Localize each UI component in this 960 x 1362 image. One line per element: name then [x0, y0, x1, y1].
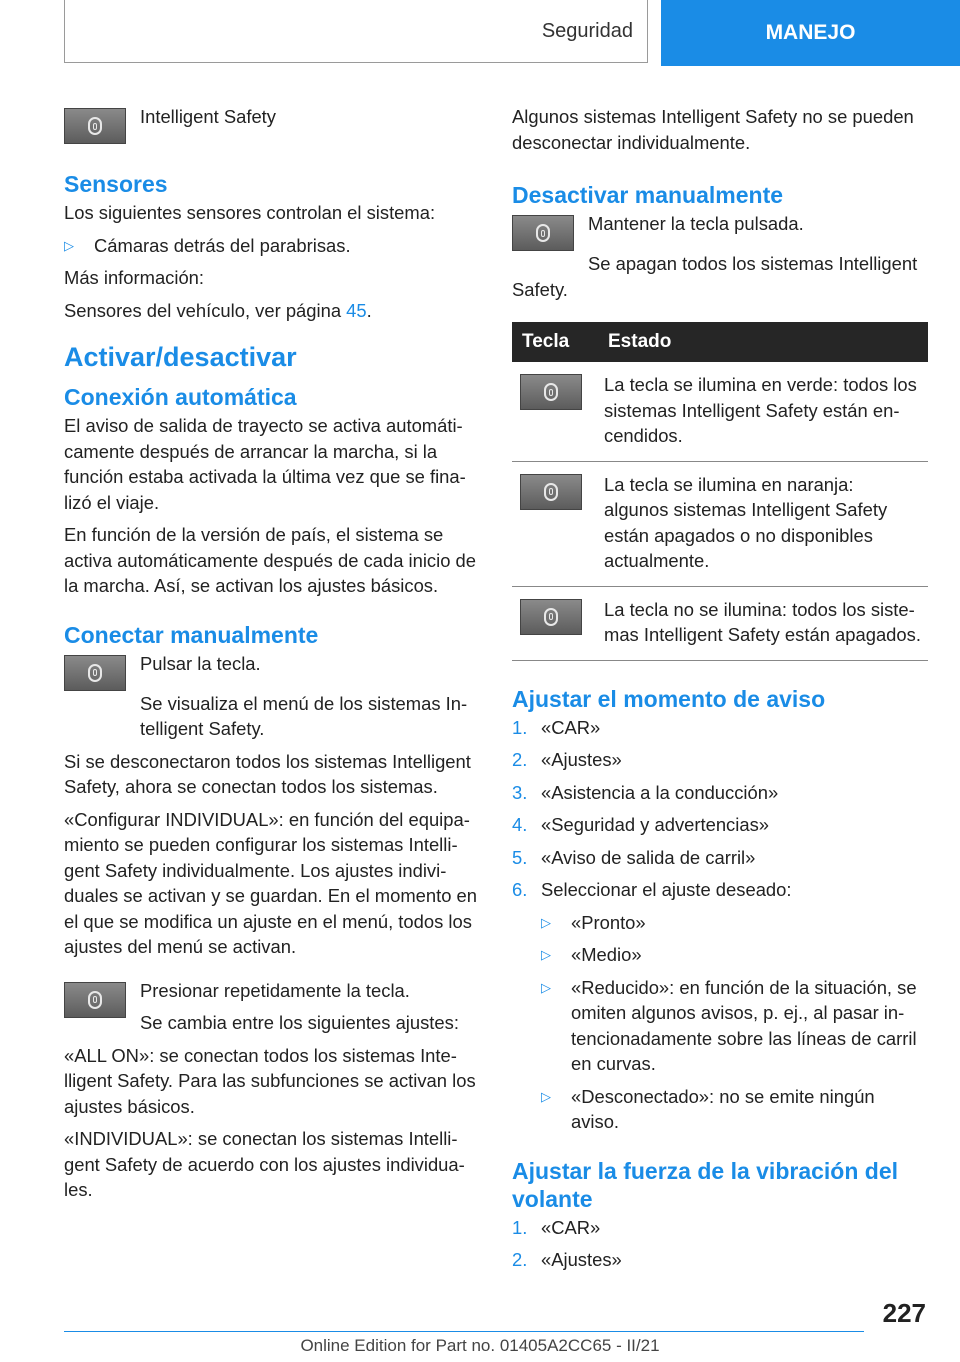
- conectar-step-row-2: [64, 978, 478, 1036]
- table-row: [512, 461, 928, 586]
- conexion-p1: El aviso de salida de trayecto se activa automáticamente después de arrancar la marcha, si la función estaba activada la última vez que se finalizó el viaje.: [64, 415, 466, 513]
- list-item: 3. «Asistencia a la conducción»: [512, 781, 779, 803]
- list-item: ▷ «Medio»: [541, 942, 926, 968]
- heading-vibracion: Ajustar la fuerza de la vibración del volante: [512, 1157, 899, 1212]
- list-item: 1. «CAR»: [512, 716, 601, 738]
- desactivar-step2: Se apagan todos los sistemas Intelligent Safety.: [512, 253, 918, 300]
- conectar-p3: «ALL ON»: se conectan todos los sistemas Intelligent Safety. Para las subfunciones se activan los ajustes básicos.: [64, 1044, 476, 1117]
- button-green-icon: [520, 374, 582, 410]
- table-header-estado: Estado: [598, 322, 928, 362]
- list-item: 2. «Ajustes»: [512, 1249, 622, 1270]
- edition-text: Online Edition for Part no. 01405A2CC65 - II/21: [300, 1336, 660, 1355]
- intelligent-safety-button-icon: [64, 108, 126, 144]
- heading-activar: Activar/desactivar: [64, 342, 297, 372]
- page-number: 227: [882, 1298, 926, 1328]
- intelligent-safety-button-icon: [512, 215, 574, 251]
- button-orange-icon: [520, 474, 582, 510]
- table-cell: La tecla se ilumina en verde: todos los sistemas Intelligent Safety están encendidos.: [598, 362, 928, 461]
- sensores-reference: Sensores del vehículo, ver página 45.: [64, 299, 372, 321]
- triangle-bullet-icon: ▷: [541, 979, 551, 995]
- conexion-p2: En función de la versión de país, el sistema se activa automáticamente después de cada inicio de la marcha. Así, se activan los ajustes básicos.: [64, 524, 477, 596]
- intelligent-safety-row: [64, 104, 478, 144]
- right-intro: Algunos sistemas Intelligent Safety no se pueden desconectar individualmente.: [512, 106, 914, 153]
- triangle-bullet-icon: ▷: [64, 237, 74, 253]
- right-column: [512, 104, 926, 1280]
- triangle-bullet-icon: ▷: [541, 914, 551, 930]
- button-state-table: [512, 322, 928, 661]
- list-item: ▷ «Pronto»: [541, 910, 926, 936]
- left-column: [64, 104, 478, 1210]
- page-link[interactable]: 45: [346, 299, 367, 321]
- conectar-step1: Pulsar la tecla.: [140, 652, 261, 674]
- chapter-tab[interactable]: MANEJO: [661, 0, 960, 66]
- list-item: ▷ «Reducido»: en función de la situación, se omiten algunos avisos, p. ej., al pasar intencionadamente sobre las líneas de carril en curvas.: [541, 975, 926, 1077]
- list-item: ▷ «Desconectado»: no se emite ningún aviso.: [541, 1084, 926, 1135]
- table-cell: La tecla no se ilumina: todos los sistemas Intelligent Safety están apagados.: [598, 586, 928, 660]
- aviso-options: [541, 910, 926, 1135]
- list-item: 4. «Seguridad y advertencias»: [512, 814, 769, 835]
- conectar-step-row: [64, 651, 478, 691]
- heading-aviso: Ajustar el momento de aviso: [512, 685, 826, 712]
- heading-conectar: Conectar manualmente: [64, 621, 319, 648]
- heading-desactivar: Desactivar manualmente: [512, 182, 784, 208]
- page-header: [64, 0, 960, 66]
- list-item: 1. «CAR»: [512, 1216, 601, 1238]
- conectar-step4: Se cambia entre los siguientes ajustes:: [140, 1012, 459, 1033]
- table-cell: La tecla se ilumina en naranja: algunos sistemas Intelligent Safety están apagados o no disponibles actualmente.: [598, 461, 928, 586]
- list-item: 5. «Aviso de salida de carril»: [512, 846, 756, 868]
- list-item: 2. «Ajustes»: [512, 749, 622, 770]
- triangle-bullet-icon: ▷: [541, 947, 551, 962]
- button-off-icon: [520, 599, 582, 635]
- table-row: [512, 362, 928, 461]
- list-item: 6. Seleccionar el ajuste deseado:: [512, 879, 792, 900]
- section-title: Seguridad: [64, 0, 648, 63]
- intelligent-safety-button-icon: [64, 982, 126, 1018]
- conectar-step2: Se visualiza el menú de los sistemas Intelligent Safety.: [140, 692, 468, 739]
- sensores-text: Los siguientes sensores controlan el sistema:: [64, 202, 436, 223]
- conectar-step3: Presionar repetidamente la tecla.: [140, 979, 410, 1001]
- desactivar-step1: Mantener la tecla pulsada.: [588, 213, 804, 234]
- conectar-p1: Si se desconectaron todos los sistemas Intelligent Safety, ahora se conectan todos los sistemas.: [64, 750, 471, 797]
- intro-label: Intelligent Safety: [140, 106, 276, 127]
- conectar-p4: «INDIVIDUAL»: se conectan los sistemas Intelligent Safety de acuerdo con los ajustes individuales.: [64, 1128, 465, 1200]
- table-row: [512, 586, 928, 660]
- intelligent-safety-button-icon: [64, 655, 126, 691]
- footer-divider: [64, 1331, 864, 1332]
- desactivar-step-row: [512, 211, 926, 251]
- triangle-bullet-icon: ▷: [541, 1088, 551, 1104]
- conectar-p2: «Configurar INDIVIDUAL»: en función del equipamiento se pueden configurar los sistemas Intelligent Safety individualmente. Los ajustes individuales se activan y se guardan. En el momento en el que se modifica un ajuste en el menú, todos los ajustes del menú se activan.: [64, 808, 478, 957]
- table-header-tecla: Tecla: [512, 322, 598, 362]
- more-info-label: Más información:: [64, 267, 205, 288]
- list-item: ▷ Cámaras detrás del parabrisas.: [64, 233, 478, 259]
- heading-sensores: Sensores: [64, 171, 168, 197]
- heading-conexion: Conexión automática: [64, 384, 297, 410]
